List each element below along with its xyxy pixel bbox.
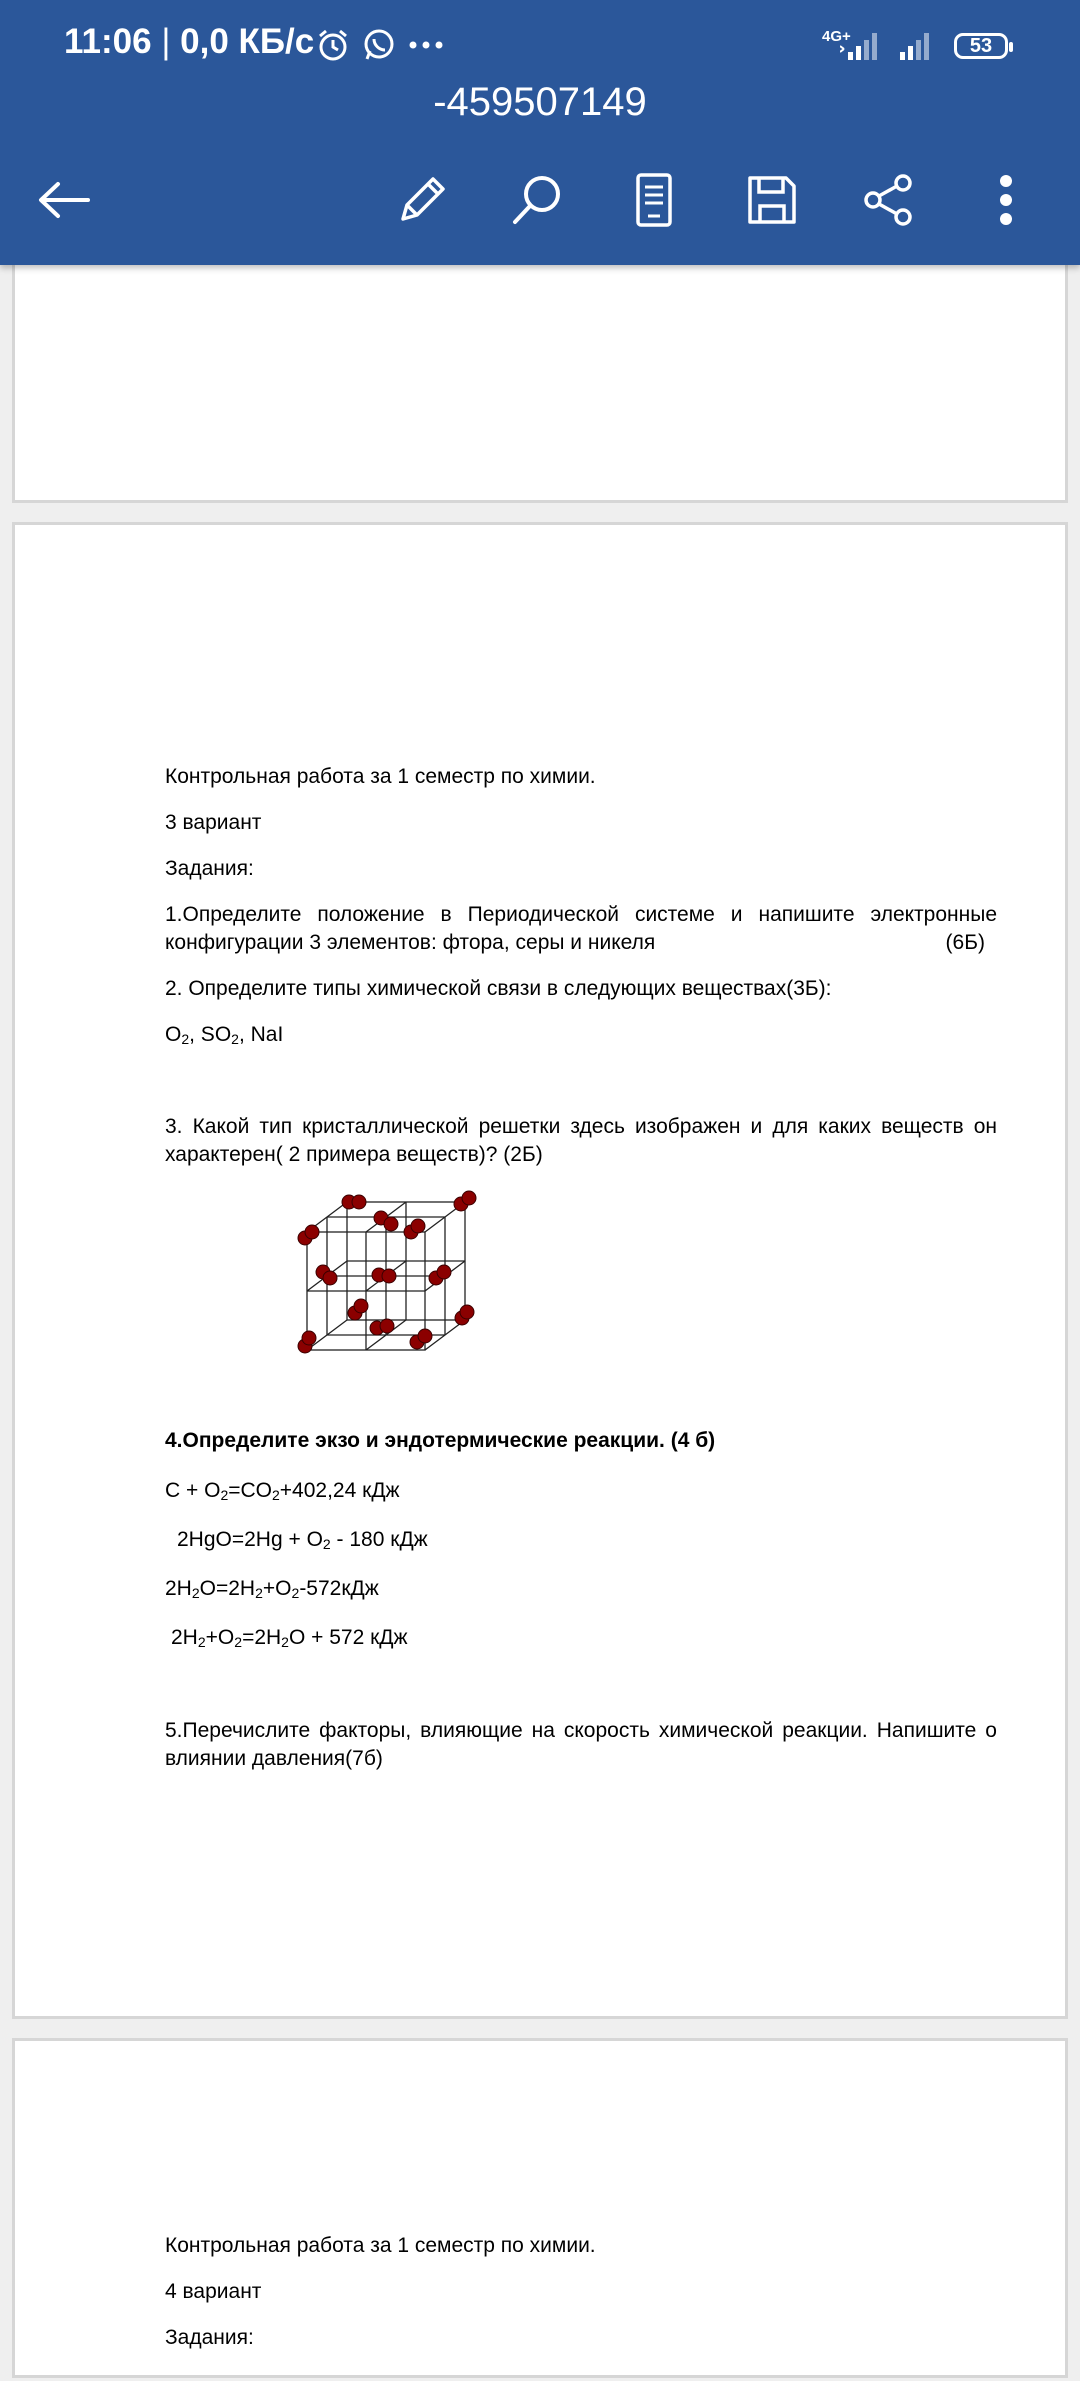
task-3: 3. Какой тип кристаллической решетки здесь изображен и для каких веществ он характерен( 2 примера веществ)? (2Б) <box>165 1115 997 1166</box>
status-bar: 11:06 | 0,0 КБ/с <box>64 22 315 61</box>
document-page-1 <box>12 240 1068 503</box>
reaction-4: $2H_2+O_2=2H_2O + 572$ кДж <box>171 1626 408 1650</box>
back-button[interactable] <box>34 170 94 230</box>
more-vert-icon <box>999 174 1013 226</box>
tasks-label-2: Задания: <box>165 2326 254 2349</box>
crystal-lattice-image <box>295 1190 495 1360</box>
reaction-2: $2HgO=2Hg + O_2 - 180$ кДж <box>177 1528 428 1552</box>
variant-label: 3 вариант <box>165 811 262 834</box>
status-speed: 0,0 КБ/с <box>180 22 315 61</box>
edit-button[interactable] <box>392 170 452 230</box>
document-page-2 <box>12 522 1068 2019</box>
share-button[interactable] <box>858 170 918 230</box>
task-2-formulas: $O_2$, $SO_2$, NaI <box>165 1023 284 1047</box>
alarm-icon <box>316 28 350 62</box>
more-options-button[interactable] <box>976 170 1036 230</box>
test-heading: Контрольная работа за 1 семестр по химии. <box>165 765 596 788</box>
network-type: 4G+ <box>822 28 851 45</box>
task-2: 2. Определите типы химической связи в следующих веществах(3Б): <box>165 977 832 1000</box>
search-button[interactable] <box>508 170 568 230</box>
reading-mode-button[interactable] <box>624 170 684 230</box>
whatsapp-icon <box>362 28 396 62</box>
share-icon <box>861 173 915 227</box>
variant-label-2: 4 вариант <box>165 2280 262 2303</box>
document-page-3 <box>12 2038 1068 2378</box>
tasks-label: Задания: <box>165 857 254 880</box>
task-4: 4.Определите экзо и эндотермические реакции. (4 б) <box>165 1429 716 1452</box>
task-1: 1.Определите положение в Периодической системе и напишите электронные конфигурации 3 элементов: фтора, серы и никеля <box>165 903 997 954</box>
read-mode-icon <box>634 172 674 228</box>
more-notifications-icon <box>408 40 444 50</box>
battery-indicator: 53 <box>954 33 1008 59</box>
status-time: 11:06 <box>64 22 152 61</box>
save-button[interactable] <box>742 170 802 230</box>
search-icon <box>510 172 566 228</box>
document-title: -459507149 <box>433 80 647 124</box>
signal-icon-2 <box>896 30 938 60</box>
back-arrow-icon <box>36 180 92 220</box>
task-5: 5.Перечислите факторы, влияющие на скорость химической реакции. Напишите о влиянии давления(7б) <box>165 1719 997 1770</box>
save-icon <box>746 174 798 226</box>
signal-icon <box>840 30 882 60</box>
reaction-1: $C + O_2=CO_2+402,24$ кДж <box>165 1479 400 1503</box>
top-app-bar <box>0 0 1080 265</box>
reaction-3: $2H_2O=2H_2+O_2-572кДж$ <box>165 1577 379 1601</box>
pencil-icon <box>395 173 449 227</box>
test-heading-2: Контрольная работа за 1 семестр по химии. <box>165 2234 596 2257</box>
task-1-points: (6Б) <box>945 931 985 954</box>
